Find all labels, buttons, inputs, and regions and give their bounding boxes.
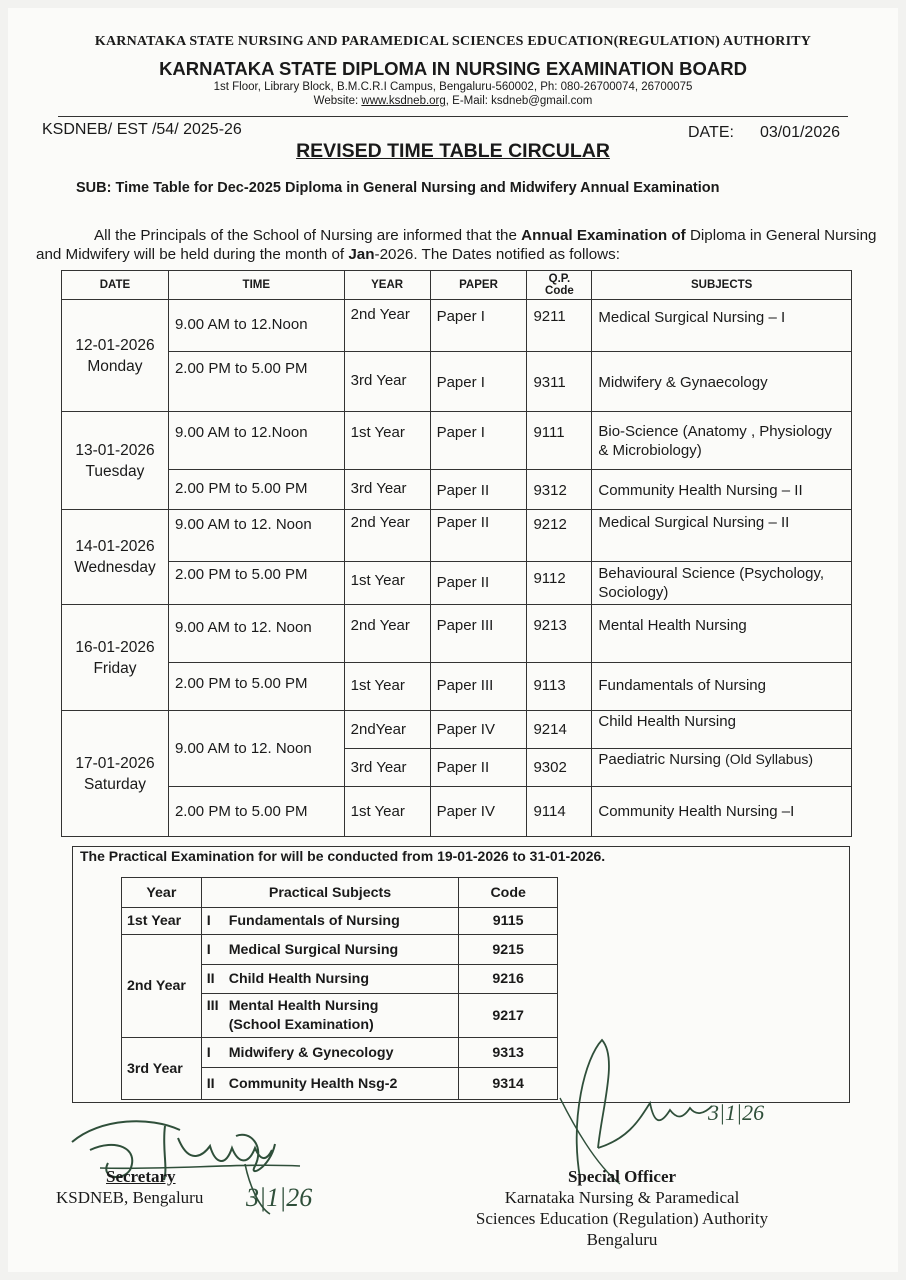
- secretary-title: Secretary: [106, 1167, 176, 1186]
- code-cell: 9215: [459, 935, 558, 965]
- secretary-org: KSDNEB, Bengaluru: [56, 1188, 204, 1207]
- page-title: REVISED TIME TABLE CIRCULAR: [296, 140, 610, 162]
- officer-line-3: Bengaluru: [586, 1230, 658, 1249]
- date-cell: [62, 711, 169, 837]
- intro-bold-1: Annual Examination of: [521, 227, 686, 244]
- officer-line-2: Sciences Education (Regulation) Authority: [475, 1209, 769, 1228]
- subject-cell: Community Health Nursing – II: [592, 470, 852, 510]
- subject-cell: Community Health Nursing –I: [592, 787, 852, 837]
- year-cell: 2nd Year: [344, 510, 430, 562]
- subject-cell: [592, 749, 852, 787]
- date-cell: [62, 300, 169, 412]
- subject-cell: [201, 935, 459, 965]
- code-cell: 9313: [459, 1038, 558, 1068]
- reference-number: KSDNEB/ EST /54/ 2025-26: [42, 121, 242, 138]
- code-cell: 9113: [527, 663, 592, 711]
- day-text: Saturday: [83, 775, 146, 793]
- code-cell: 9111: [527, 412, 592, 470]
- secretary-block: [56, 1166, 203, 1208]
- practical-header-row: [122, 878, 558, 908]
- practical-table: [121, 877, 558, 1100]
- paper-cell: Paper III: [430, 663, 527, 711]
- officer-line-1: Karnataka Nursing & Paramedical: [504, 1188, 740, 1207]
- email-label: , E-Mail:: [445, 95, 492, 107]
- code-cell: 9312: [527, 470, 592, 510]
- website-link[interactable]: www.ksdneb.org: [361, 95, 446, 107]
- year-cell: 1st Year: [122, 908, 202, 935]
- date-value: 03/01/2026: [759, 124, 841, 141]
- table-row: [62, 470, 852, 510]
- paper-cell: Paper II: [430, 510, 527, 562]
- subject-note: (Old Syllabus): [725, 751, 814, 767]
- time-cell: 9.00 AM to 12.Noon: [168, 300, 344, 352]
- date-text: 12-01-2026: [75, 336, 155, 354]
- address-line: 1st Floor, Library Block, B.M.C.R.I Campus, Bengaluru-560002, Ph: 080-26700074, 26700075: [213, 81, 693, 93]
- intro-paragraph: [36, 226, 882, 264]
- subject-line: SUB: Time Table for Dec-2025 Diploma in General Nursing and Midwifery Annual Examination: [76, 180, 720, 196]
- paper-cell: Paper I: [430, 412, 527, 470]
- year-cell: 3rd Year: [122, 1038, 202, 1100]
- code-cell: 9216: [459, 965, 558, 994]
- col-date: DATE: [62, 271, 169, 300]
- code-cell: 9211: [527, 300, 592, 352]
- subject-text: Community Health Nsg-2: [228, 1075, 398, 1092]
- year-cell: 1st Year: [344, 412, 430, 470]
- year-cell: 1st Year: [344, 562, 430, 605]
- year-cell: 2ndYear: [344, 711, 430, 749]
- date-text: 14-01-2026: [75, 538, 155, 555]
- time-cell: 2.00 PM to 5.00 PM: [168, 787, 344, 837]
- subject-cell: [201, 965, 459, 994]
- code-cell: 9112: [527, 562, 592, 605]
- year-cell: 3rd Year: [344, 749, 430, 787]
- subject-cell: Behavioural Science (Psychology, Sociology): [592, 562, 852, 605]
- time-cell: 9.00 AM to 12. Noon: [168, 510, 344, 562]
- col-year: Year: [122, 878, 202, 908]
- table-row: [62, 663, 852, 711]
- authority-heading: KARNATAKA STATE NURSING AND PARAMEDICAL SCIENCES EDUCATION(REGULATION) AUTHORITY: [94, 34, 812, 49]
- col-time: TIME: [168, 271, 344, 300]
- paper-cell: Paper III: [430, 605, 527, 663]
- col-paper: PAPER: [430, 271, 527, 300]
- time-cell: 9.00 AM to 12. Noon: [168, 711, 344, 787]
- time-cell: 2.00 PM to 5.00 PM: [168, 470, 344, 510]
- date-cell: [62, 510, 169, 605]
- table-row: [62, 562, 852, 605]
- col-code: Code: [459, 878, 558, 908]
- year-cell: 2nd Year: [344, 605, 430, 663]
- intro-text-1: All the Principals of the School of Nursing are informed that the: [94, 227, 522, 244]
- col-qp-code: Q.P. Code: [527, 271, 592, 300]
- code-cell: 9302: [527, 749, 592, 787]
- year-cell: 1st Year: [344, 663, 430, 711]
- paper-cell: Paper II: [430, 562, 527, 605]
- year-cell: 1st Year: [344, 787, 430, 837]
- table-row: [62, 352, 852, 412]
- date-label: DATE:: [688, 124, 734, 141]
- date-cell: [62, 605, 169, 711]
- timetable-header-row: [62, 271, 852, 300]
- table-row: [122, 935, 558, 965]
- paper-cell: Paper I: [430, 300, 527, 352]
- table-row: [62, 510, 852, 562]
- roman-numeral: I: [206, 941, 211, 958]
- year-cell: 2nd Year: [344, 300, 430, 352]
- subject-cell: [201, 1038, 459, 1068]
- col-subjects: SUBJECTS: [592, 271, 852, 300]
- special-officer-block: [432, 1166, 812, 1250]
- intro-text-3: -2026. The Dates notified as follows:: [374, 246, 620, 263]
- col-practical-subjects: Practical Subjects: [201, 878, 459, 908]
- code-cell: 9114: [527, 787, 592, 837]
- officer-date-handwriting: 3|1|26: [708, 1100, 765, 1125]
- subject-text: Fundamentals of Nursing: [228, 913, 400, 929]
- website-label: Website:: [313, 95, 362, 107]
- roman-numeral: I: [206, 1044, 211, 1061]
- code-cell: 9311: [527, 352, 592, 412]
- code-cell: 9115: [459, 908, 558, 935]
- time-cell: 2.00 PM to 5.00 PM: [168, 663, 344, 711]
- paper-cell: Paper II: [430, 749, 527, 787]
- time-cell: 9.00 AM to 12.Noon: [168, 412, 344, 470]
- subject-text: Midwifery & Gynecology: [228, 1044, 394, 1061]
- web-mail-line: [0, 94, 906, 108]
- subject-cell: Fundamentals of Nursing: [592, 663, 852, 711]
- code-cell: 9213: [527, 605, 592, 663]
- day-text: Monday: [87, 357, 143, 375]
- subject-cell: [201, 994, 459, 1038]
- intro-text-2: Diploma in General Nursing and Midwifery will be held during the month of: [36, 227, 877, 263]
- table-row: [122, 908, 558, 935]
- date-text: 16-01-2026: [75, 638, 155, 656]
- exam-timetable: [61, 270, 852, 837]
- table-row: [62, 711, 852, 749]
- subject-cell: [201, 908, 459, 935]
- subject-cell: Bio-Science (Anatomy , Physiology & Microbiology): [592, 412, 852, 470]
- code-cell: 9214: [527, 711, 592, 749]
- subject-cell: Child Health Nursing: [592, 711, 852, 749]
- intro-bold-2: Jan: [348, 246, 375, 263]
- code-cell: 9314: [459, 1068, 558, 1100]
- contact-block: [0, 80, 906, 108]
- code-cell: 9212: [527, 510, 592, 562]
- secretary-date-handwriting: 3|1|26: [246, 1183, 313, 1212]
- subject-text: Medical Surgical Nursing: [228, 941, 399, 958]
- subject-cell: [201, 1068, 459, 1100]
- year-cell: 3rd Year: [344, 470, 430, 510]
- year-cell: 3rd Year: [344, 352, 430, 412]
- code-cell: 9217: [459, 994, 558, 1038]
- roman-numeral: II: [206, 971, 215, 987]
- subject-cell: Mental Health Nursing: [592, 605, 852, 663]
- roman-numeral: III: [206, 997, 219, 1014]
- time-cell: 9.00 AM to 12. Noon: [168, 605, 344, 663]
- paper-cell: Paper IV: [430, 711, 527, 749]
- roman-numeral: I: [206, 913, 211, 929]
- year-cell: 2nd Year: [122, 935, 202, 1038]
- paper-cell: Paper IV: [430, 787, 527, 837]
- table-row: [62, 300, 852, 352]
- subject-text: Child Health Nursing: [228, 971, 370, 987]
- practical-notice: The Practical Examination for will be conducted from 19-01-2026 to 31-01-2026.: [80, 848, 606, 864]
- date-text: 17-01-2026: [75, 754, 155, 772]
- header-divider: [58, 116, 848, 117]
- subject-cell: Midwifery & Gynaecology: [592, 352, 852, 412]
- officer-title: Special Officer: [567, 1167, 677, 1186]
- time-cell: 2.00 PM to 5.00 PM: [168, 352, 344, 412]
- email-address[interactable]: ksdneb@gmail.com: [491, 95, 593, 107]
- paper-cell: Paper I: [430, 352, 527, 412]
- day-text: Wednesday: [74, 559, 156, 576]
- date-cell: [62, 412, 169, 510]
- day-text: Friday: [93, 659, 137, 677]
- day-text: Tuesday: [85, 462, 145, 480]
- time-cell: 2.00 PM to 5.00 PM: [168, 562, 344, 605]
- subject-text: Mental Health Nursing (School Examination): [228, 997, 379, 1033]
- subject-text: Paediatric Nursing: [598, 751, 721, 768]
- subject-cell: Medical Surgical Nursing – II: [592, 510, 852, 562]
- subject-cell: Medical Surgical Nursing – I: [592, 300, 852, 352]
- table-row: [62, 605, 852, 663]
- roman-numeral: II: [206, 1075, 215, 1092]
- table-row: [62, 412, 852, 470]
- board-heading: KARNATAKA STATE DIPLOMA IN NURSING EXAMINATION BOARD: [159, 58, 747, 79]
- paper-cell: Paper II: [430, 470, 527, 510]
- table-row: [62, 787, 852, 837]
- col-year: YEAR: [344, 271, 430, 300]
- special-officer-signature: [540, 1028, 810, 1188]
- table-row: [122, 1038, 558, 1068]
- date-text: 13-01-2026: [75, 441, 155, 459]
